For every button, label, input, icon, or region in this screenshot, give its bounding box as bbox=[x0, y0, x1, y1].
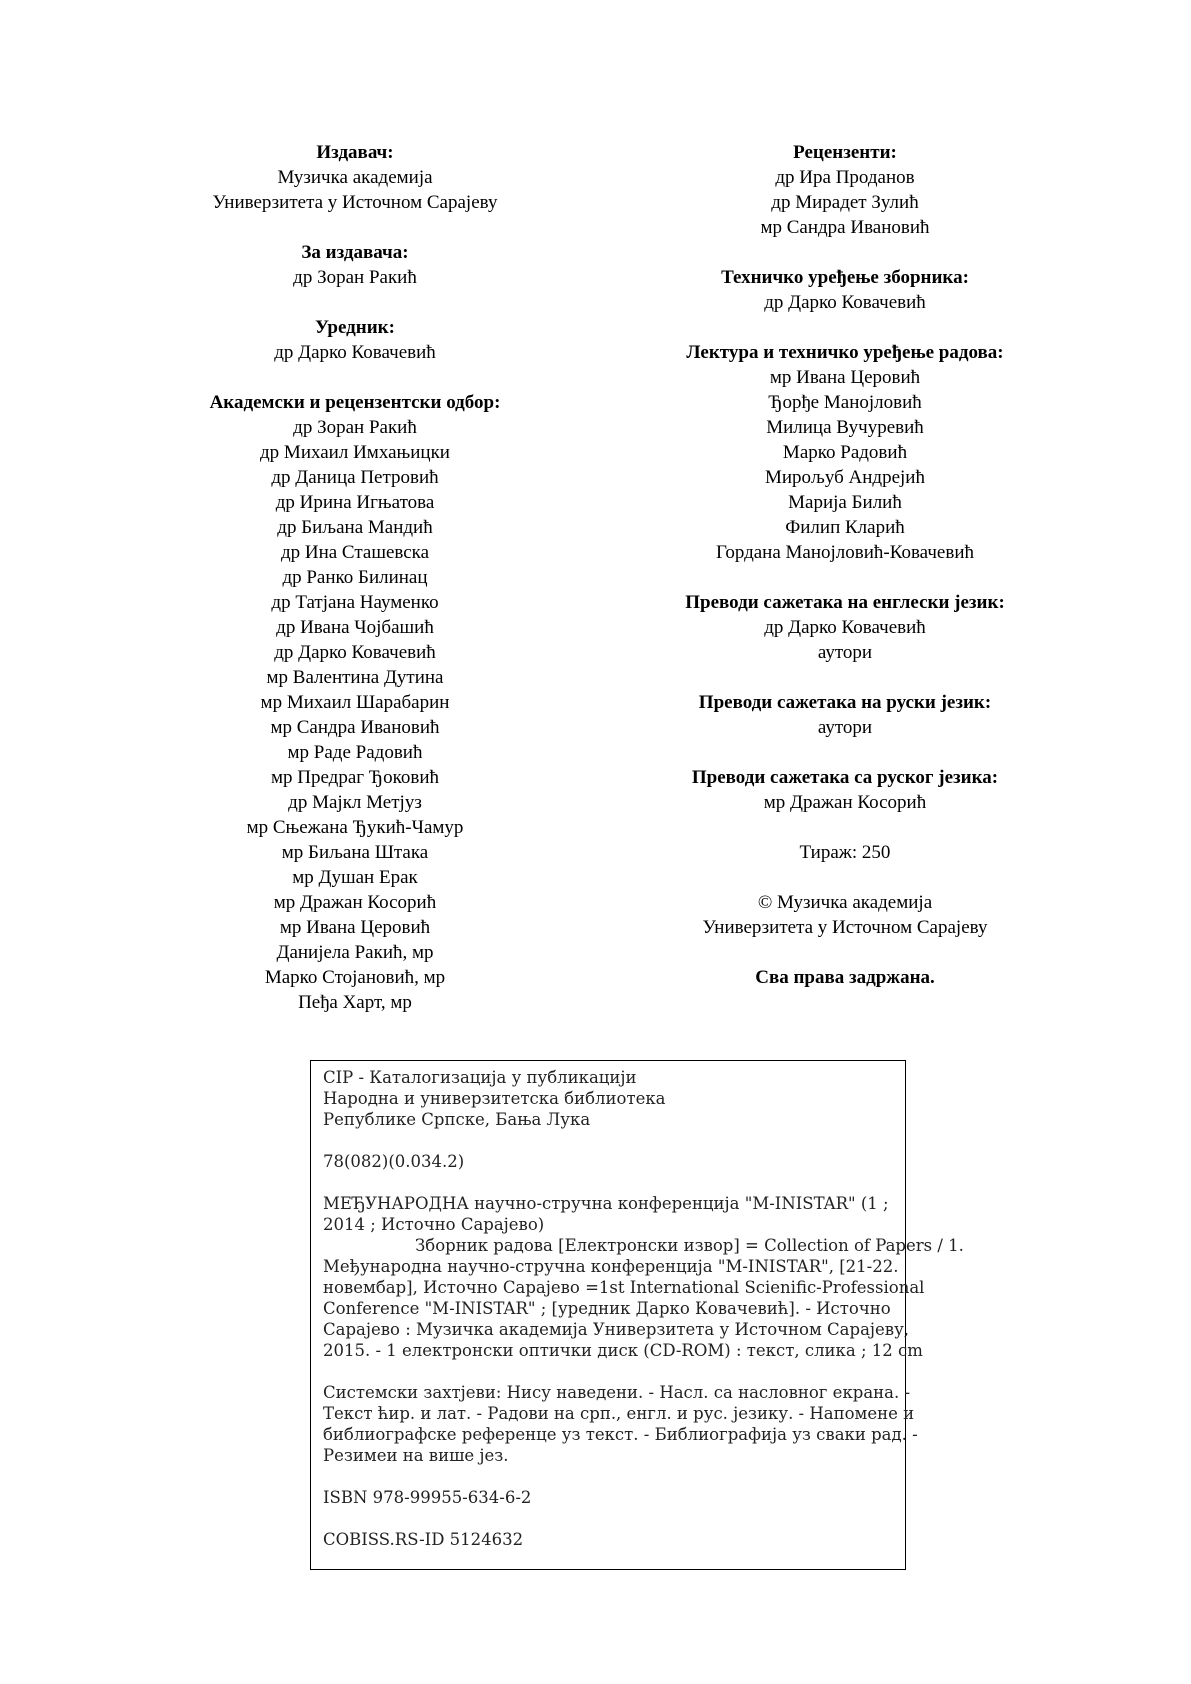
credit-line: аутори bbox=[817, 642, 873, 663]
cip-isbn-text: ISBN 978-99955-634-6-2 bbox=[323, 1488, 532, 1507]
credit-group bbox=[635, 265, 1055, 315]
credit-group bbox=[635, 765, 1055, 815]
credit-line: др Михаил Имхањицки bbox=[260, 442, 450, 463]
credit-line: др Даница Петровић bbox=[271, 467, 439, 488]
credit-heading: Академски и рецензентски одбор: bbox=[209, 392, 501, 413]
credit-group bbox=[635, 965, 1055, 990]
cip-isbn bbox=[323, 1487, 893, 1508]
credit-line: Данијела Ракић, мр bbox=[276, 942, 434, 963]
credit-line: др Зоран Ракић bbox=[293, 267, 417, 288]
credit-line: др Ина Сташевска bbox=[280, 542, 430, 563]
credit-line: мр Валентина Дутина bbox=[266, 667, 444, 688]
credit-line: мр Предраг Ђоковић bbox=[270, 767, 439, 788]
cip-header bbox=[323, 1067, 893, 1130]
credit-line: Музичка академија bbox=[277, 167, 433, 188]
credit-line: др Татјана Науменко bbox=[271, 592, 439, 613]
credit-line: мр Дражан Косорић bbox=[763, 792, 927, 813]
cip-main-entry-line: МЕЂУНАРОДНА научно-стручна конференција "M-INISTAR" (1 ; bbox=[323, 1194, 889, 1213]
cip-description bbox=[323, 1235, 964, 1361]
cip-description-line: Међународна научно-стручна конференција "M-INISTAR", [21-22. bbox=[323, 1257, 899, 1276]
cip-description-line: Conference "M-INISTAR" ; [уредник Дарко Ковачевић]. - Источно bbox=[323, 1299, 891, 1318]
credit-line: Ђорђе Манојловић bbox=[768, 392, 922, 413]
cip-description-line: Сарајево : Музичка академија Универзитета у Источном Сарајеву, bbox=[323, 1320, 910, 1339]
credit-line: др Дарко Ковачевић bbox=[274, 342, 436, 363]
cip-notes-line: Текст ћир. и лат. - Радови на срп., енгл. и рус. језику. - Напомене и bbox=[323, 1404, 915, 1423]
cip-description-line: новембар], Источно Сарајево =1st International Scienific-Professional bbox=[323, 1278, 925, 1297]
cip-main-entry-line: 2014 ; Источно Сарајево) bbox=[323, 1215, 545, 1234]
credit-line: др Мирадет Зулић bbox=[771, 192, 919, 213]
credit-line: Мирољуб Андрејић bbox=[765, 467, 925, 488]
credit-line: Универзитета у Источном Сарајеву bbox=[212, 192, 498, 213]
credit-line: др Биљана Мандић bbox=[277, 517, 433, 538]
credit-group bbox=[635, 690, 1055, 740]
cip-record-box bbox=[310, 1060, 964, 1570]
credit-group bbox=[150, 140, 560, 215]
credit-line: др Зоран Ракић bbox=[293, 417, 417, 438]
credit-group bbox=[635, 590, 1055, 665]
credit-line: др Дарко Ковачевић bbox=[764, 292, 926, 313]
credit-line: др Ирина Игњатова bbox=[275, 492, 435, 513]
credit-group bbox=[635, 140, 1055, 240]
cip-notes-line: Системски захтјеви: Нису наведени. - Насл. са насловног екрана. - bbox=[323, 1383, 911, 1402]
cip-header-line: CIP - Каталогизација у публикацији bbox=[323, 1068, 637, 1087]
credit-line: мр Душан Ерак bbox=[292, 867, 418, 888]
credit-line: др Дарко Ковачевић bbox=[764, 617, 926, 638]
credit-group bbox=[635, 890, 1055, 940]
credit-line: мр Сандра Ивановић bbox=[760, 217, 930, 238]
cip-header-line: Републике Српске, Бања Лука bbox=[323, 1110, 591, 1129]
credit-heading: Сва права задржана. bbox=[755, 967, 935, 988]
cip-udc bbox=[323, 1151, 893, 1172]
credit-group bbox=[150, 390, 560, 1015]
credit-line: © Музичка академија bbox=[757, 892, 933, 913]
credit-line: мр Биљана Штака bbox=[281, 842, 429, 863]
credit-line: мр Михаил Шарабарин bbox=[260, 692, 450, 713]
credit-line: Гордана Манојловић-Ковачевић bbox=[716, 542, 974, 563]
credit-line: Марко Радовић bbox=[782, 442, 908, 463]
credit-line: Пеђа Харт, мр bbox=[298, 992, 412, 1013]
credit-line: др Мајкл Метјуз bbox=[288, 792, 422, 813]
left-column bbox=[150, 140, 560, 1040]
credit-line: мр Ивана Церовић bbox=[769, 367, 921, 388]
credit-line: др Дарко Ковачевић bbox=[274, 642, 436, 663]
right-column bbox=[635, 140, 1055, 1015]
credit-group bbox=[635, 340, 1055, 565]
credit-line: Филип Кларић bbox=[785, 517, 905, 538]
cip-notes-line: библиографске референце уз текст. - Библиографија уз сваки рад. - bbox=[323, 1425, 918, 1444]
credit-line: Марија Билић bbox=[788, 492, 902, 513]
credit-heading: Преводи сажетака на руски језик: bbox=[698, 692, 992, 713]
credit-line: аутори bbox=[817, 717, 873, 738]
credit-line: др Ранко Билинац bbox=[282, 567, 428, 588]
credit-heading: Преводи сажетака са руског језика: bbox=[691, 767, 999, 788]
credit-line: мр Сњежана Ђукић-Чамур bbox=[246, 817, 464, 838]
credit-group bbox=[150, 315, 560, 365]
credit-heading: Издавач: bbox=[316, 142, 394, 163]
credit-heading: Рецензенти: bbox=[793, 142, 897, 163]
credit-line: мр Ивана Церовић bbox=[279, 917, 431, 938]
credit-heading: Лектура и техничко уређење радова: bbox=[686, 342, 1004, 363]
credit-group bbox=[635, 840, 1055, 865]
credit-line: др Ивана Чојбашић bbox=[276, 617, 434, 638]
credit-line: др Ира Проданов bbox=[775, 167, 915, 188]
cip-notes bbox=[323, 1382, 918, 1466]
credit-line: Универзитета у Источном Сарајеву bbox=[702, 917, 988, 938]
cip-header-line: Народна и универзитетска библиотека bbox=[323, 1089, 666, 1108]
cip-description-line: 2015. - 1 електронски оптички диск (CD-ROM) : текст, слика ; 12 cm bbox=[323, 1341, 923, 1360]
cip-notes-line: Резимеи на више јез. bbox=[323, 1446, 509, 1465]
credit-line: мр Сандра Ивановић bbox=[270, 717, 440, 738]
credit-heading: Уредник: bbox=[315, 317, 395, 338]
cip-description-line: Зборник радова [Електронски извор] = Collection of Papers / 1. bbox=[415, 1236, 964, 1255]
credit-line: Марко Стојановић, мр bbox=[264, 967, 446, 988]
credit-line: Милица Вучуревић bbox=[766, 417, 924, 438]
credit-line: Тираж: 250 bbox=[799, 842, 891, 863]
cip-main-entry bbox=[323, 1193, 893, 1235]
credit-heading: Преводи сажетака на енглески језик: bbox=[685, 592, 1005, 613]
cip-cobiss-text: COBISS.RS-ID 5124632 bbox=[323, 1530, 524, 1549]
credit-heading: Техничко уређење зборника: bbox=[721, 267, 969, 288]
credit-group bbox=[150, 240, 560, 290]
credit-heading: За издавача: bbox=[301, 242, 409, 263]
credit-line: мр Дражан Косорић bbox=[273, 892, 437, 913]
cip-udc-text: 78(082)(0.034.2) bbox=[323, 1152, 465, 1171]
credit-line: мр Раде Радовић bbox=[287, 742, 423, 763]
cip-cobiss bbox=[323, 1529, 893, 1550]
